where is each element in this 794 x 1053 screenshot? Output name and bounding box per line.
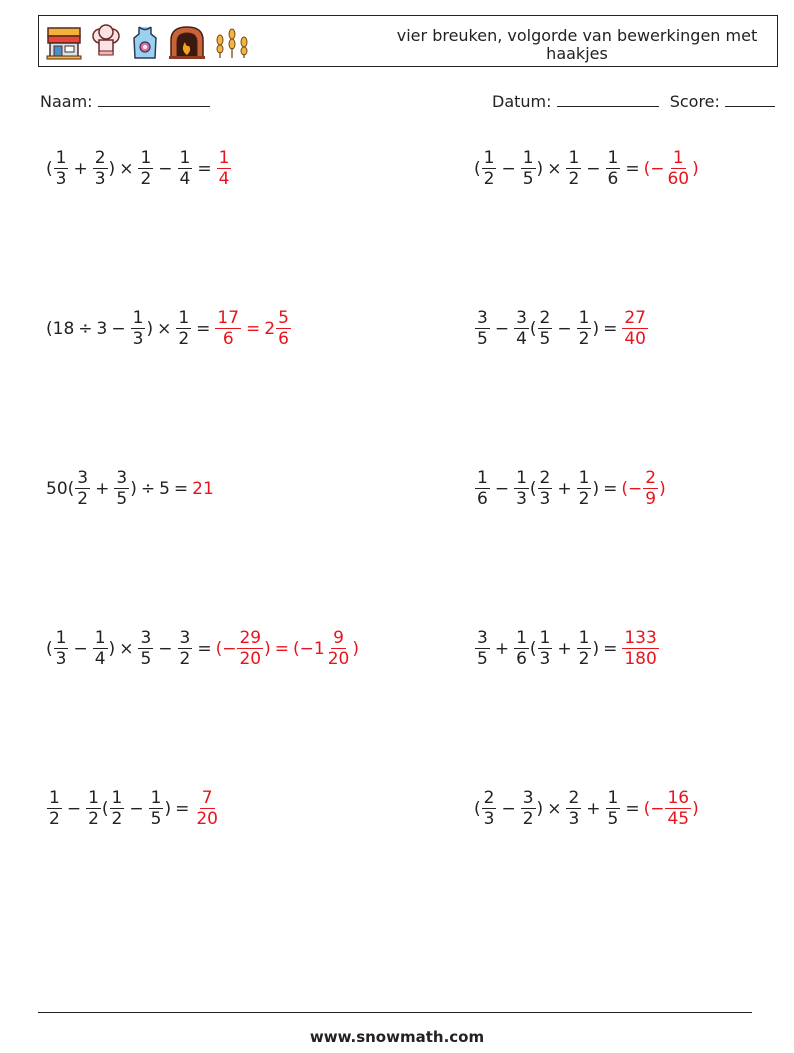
fraction: $\frac{2}{3}$ (94, 148, 106, 189)
fraction: $\frac{3}{5}$ (477, 308, 488, 349)
date-score-field (492, 92, 775, 111)
equals-sign: = (603, 318, 618, 339)
fraction: $\frac{1}{6}$ (477, 468, 488, 509)
operator: − (299, 638, 314, 659)
paren: ) (592, 478, 600, 499)
paren: ( (46, 158, 53, 179)
fraction: $\frac{3}{2}$ (179, 628, 191, 669)
fraction: $\frac{1}{2}$ (49, 788, 60, 829)
date-label: Datum: (492, 92, 552, 111)
operator: × (547, 158, 562, 179)
footer-url[interactable]: www.snowmath.com (309, 1028, 485, 1046)
equals-sign: = (625, 158, 640, 179)
equals-sign: = (603, 638, 618, 659)
operator: = (246, 318, 261, 339)
paren: ) (692, 158, 699, 179)
problem-answer (644, 788, 699, 829)
fraction: $\frac{1}{2}$ (178, 308, 190, 349)
number: 21 (192, 478, 214, 499)
operator: × (119, 638, 134, 659)
problem-3 (46, 308, 292, 349)
paren: ) (592, 318, 600, 339)
operator: × (547, 798, 562, 819)
equals-sign: = (173, 478, 189, 499)
problem-expression (46, 788, 171, 829)
problem-answer (621, 468, 665, 509)
fraction: $\frac{1}{3}$ (539, 628, 551, 669)
paren: ( (621, 478, 628, 499)
wheat-icon (213, 24, 251, 60)
fraction: $\frac{1}{5}$ (607, 788, 619, 829)
problem-answer (216, 148, 233, 189)
paren: ) (264, 638, 271, 659)
problem-expression (474, 148, 621, 189)
paren: ) (592, 638, 600, 659)
paren: ) (108, 638, 116, 659)
fraction: $\frac{1}{5}$ (522, 148, 534, 189)
equals-sign: = (197, 638, 212, 659)
problem-5 (46, 468, 214, 509)
problem-expression (474, 788, 621, 829)
fraction: $\frac{3}{2}$ (522, 788, 534, 829)
fraction: $\frac{9}{20}$ (327, 628, 350, 669)
problem-expression (46, 628, 193, 669)
fraction: $\frac{1}{2}$ (578, 308, 590, 349)
fraction: $\frac{2}{3}$ (483, 788, 495, 829)
paren: ( (101, 798, 109, 819)
score-blank[interactable] (725, 92, 775, 107)
fraction: $\frac{29}{20}$ (239, 628, 262, 669)
number: 50 (46, 478, 68, 499)
header-icons (45, 24, 251, 60)
operator: − (158, 158, 173, 179)
operator: − (650, 798, 665, 819)
number: 18 (52, 318, 75, 339)
operator: + (557, 638, 572, 659)
date-blank[interactable] (557, 92, 659, 107)
operator: = (274, 638, 290, 659)
fraction: $\frac{1}{4}$ (179, 148, 191, 189)
fraction: $\frac{1}{2}$ (140, 148, 152, 189)
paren: ( (643, 158, 651, 179)
fraction: $\frac{7}{20}$ (196, 788, 218, 829)
operator: − (650, 158, 665, 179)
operator: − (66, 798, 82, 819)
fraction: $\frac{5}{6}$ (278, 308, 289, 349)
operator: − (586, 158, 601, 179)
operator: − (494, 318, 510, 339)
equals-sign: = (625, 798, 640, 819)
problem-answer (193, 788, 221, 829)
paren: ) (352, 638, 360, 659)
fraction: $\frac{1}{6}$ (607, 148, 619, 189)
fraction: $\frac{2}{9}$ (645, 468, 657, 509)
problem-1 (46, 148, 232, 189)
fraction: $\frac{1}{2}$ (578, 468, 590, 509)
paren: ) (536, 798, 544, 819)
number: 1 (313, 638, 325, 659)
problem-answer (644, 148, 699, 189)
paren: ( (529, 318, 537, 339)
operator: − (627, 478, 643, 499)
paren: ( (529, 478, 537, 499)
name-field (40, 92, 210, 111)
operator: ÷ (140, 478, 156, 499)
problem-answer (621, 628, 659, 669)
problem-8 (474, 628, 660, 669)
paren: ( (67, 478, 75, 499)
paren: ( (293, 638, 300, 659)
operator: − (557, 318, 572, 339)
fraction: $\frac{1}{3}$ (55, 148, 67, 189)
operator: − (73, 638, 88, 659)
number: 3 (96, 318, 108, 339)
fraction: $\frac{133}{180}$ (624, 628, 657, 669)
operator: × (157, 318, 172, 339)
paren: ) (146, 318, 154, 339)
name-label: Naam: (40, 92, 93, 111)
fraction: $\frac{1}{4}$ (94, 628, 106, 669)
worksheet-title: vier breuken, volgorde van bewerkingen met haakjes (396, 26, 758, 63)
equals-sign: = (603, 478, 618, 499)
paren: ( (215, 638, 223, 659)
problem-expression (46, 468, 170, 509)
problem-answer (192, 479, 214, 499)
operator: + (494, 638, 510, 659)
problem-expression (46, 148, 193, 189)
operator: − (501, 158, 516, 179)
fraction: $\frac{2}{5}$ (539, 308, 551, 349)
fraction: $\frac{16}{45}$ (667, 788, 690, 829)
problem-7 (46, 628, 359, 669)
problem-9 (46, 788, 221, 829)
problem-expression (474, 308, 599, 349)
paren: ) (108, 158, 116, 179)
operator: − (222, 638, 237, 659)
operator: × (119, 158, 134, 179)
paren: ( (46, 318, 53, 339)
worksheet-header (38, 15, 778, 67)
fraction: $\frac{1}{6}$ (516, 628, 527, 669)
equals-sign: = (196, 318, 211, 339)
paren: ) (692, 798, 699, 819)
score-label: Score: (669, 92, 720, 111)
operator: − (111, 318, 126, 339)
paren: ) (164, 798, 172, 819)
fraction: $\frac{1}{3}$ (516, 468, 527, 509)
problem-6 (474, 468, 666, 509)
operator: ÷ (78, 318, 93, 339)
fraction: $\frac{1}{2}$ (568, 148, 580, 189)
problem-2 (474, 148, 699, 189)
operator: − (494, 478, 510, 499)
fraction: $\frac{3}{5}$ (477, 628, 488, 669)
apron-icon (129, 24, 161, 60)
equals-sign: = (175, 798, 190, 819)
chef-hat-icon (90, 24, 122, 60)
operator: + (73, 158, 88, 179)
problem-answer (621, 308, 649, 349)
fraction: $\frac{1}{2}$ (578, 628, 590, 669)
name-blank[interactable] (98, 92, 210, 107)
problem-answer (216, 628, 359, 669)
fraction: $\frac{1}{60}$ (667, 148, 690, 189)
paren: ( (643, 798, 651, 819)
fraction: $\frac{1}{4}$ (218, 148, 230, 189)
paren: ) (659, 478, 666, 499)
operator: − (158, 638, 173, 659)
paren: ( (529, 638, 537, 659)
fraction: $\frac{3}{2}$ (77, 468, 89, 509)
fraction: $\frac{1}{2}$ (483, 148, 495, 189)
operator: − (501, 798, 516, 819)
problem-expression (46, 308, 192, 349)
fraction: $\frac{3}{4}$ (516, 308, 527, 349)
operator: + (557, 478, 572, 499)
fraction: $\frac{3}{5}$ (116, 468, 128, 509)
problem-10 (474, 788, 699, 829)
oven-icon (168, 24, 206, 60)
problem-4 (474, 308, 649, 349)
operator: + (586, 798, 601, 819)
problem-expression (474, 628, 599, 669)
fraction: $\frac{3}{5}$ (140, 628, 152, 669)
problem-answer (214, 308, 292, 349)
fraction: $\frac{1}{5}$ (150, 788, 162, 829)
operator: + (95, 478, 110, 499)
fraction: $\frac{1}{3}$ (132, 308, 144, 349)
paren: ( (46, 638, 53, 659)
fraction: $\frac{1}{2}$ (88, 788, 99, 829)
problem-expression (474, 468, 599, 509)
number: 2 (264, 318, 276, 339)
footer-divider (38, 1012, 752, 1013)
fraction: $\frac{2}{3}$ (539, 468, 551, 509)
fraction: $\frac{17}{6}$ (217, 308, 240, 349)
number: 5 (159, 478, 170, 499)
paren: ( (474, 798, 481, 819)
equals-sign: = (197, 158, 212, 179)
shop-icon (45, 24, 83, 60)
paren: ( (474, 158, 481, 179)
paren: ) (130, 478, 137, 499)
fraction: $\frac{1}{3}$ (55, 628, 67, 669)
fraction: $\frac{27}{40}$ (624, 308, 646, 349)
fraction: $\frac{2}{3}$ (568, 788, 580, 829)
paren: ) (536, 158, 544, 179)
operator: − (129, 798, 144, 819)
fraction: $\frac{1}{2}$ (111, 788, 123, 829)
